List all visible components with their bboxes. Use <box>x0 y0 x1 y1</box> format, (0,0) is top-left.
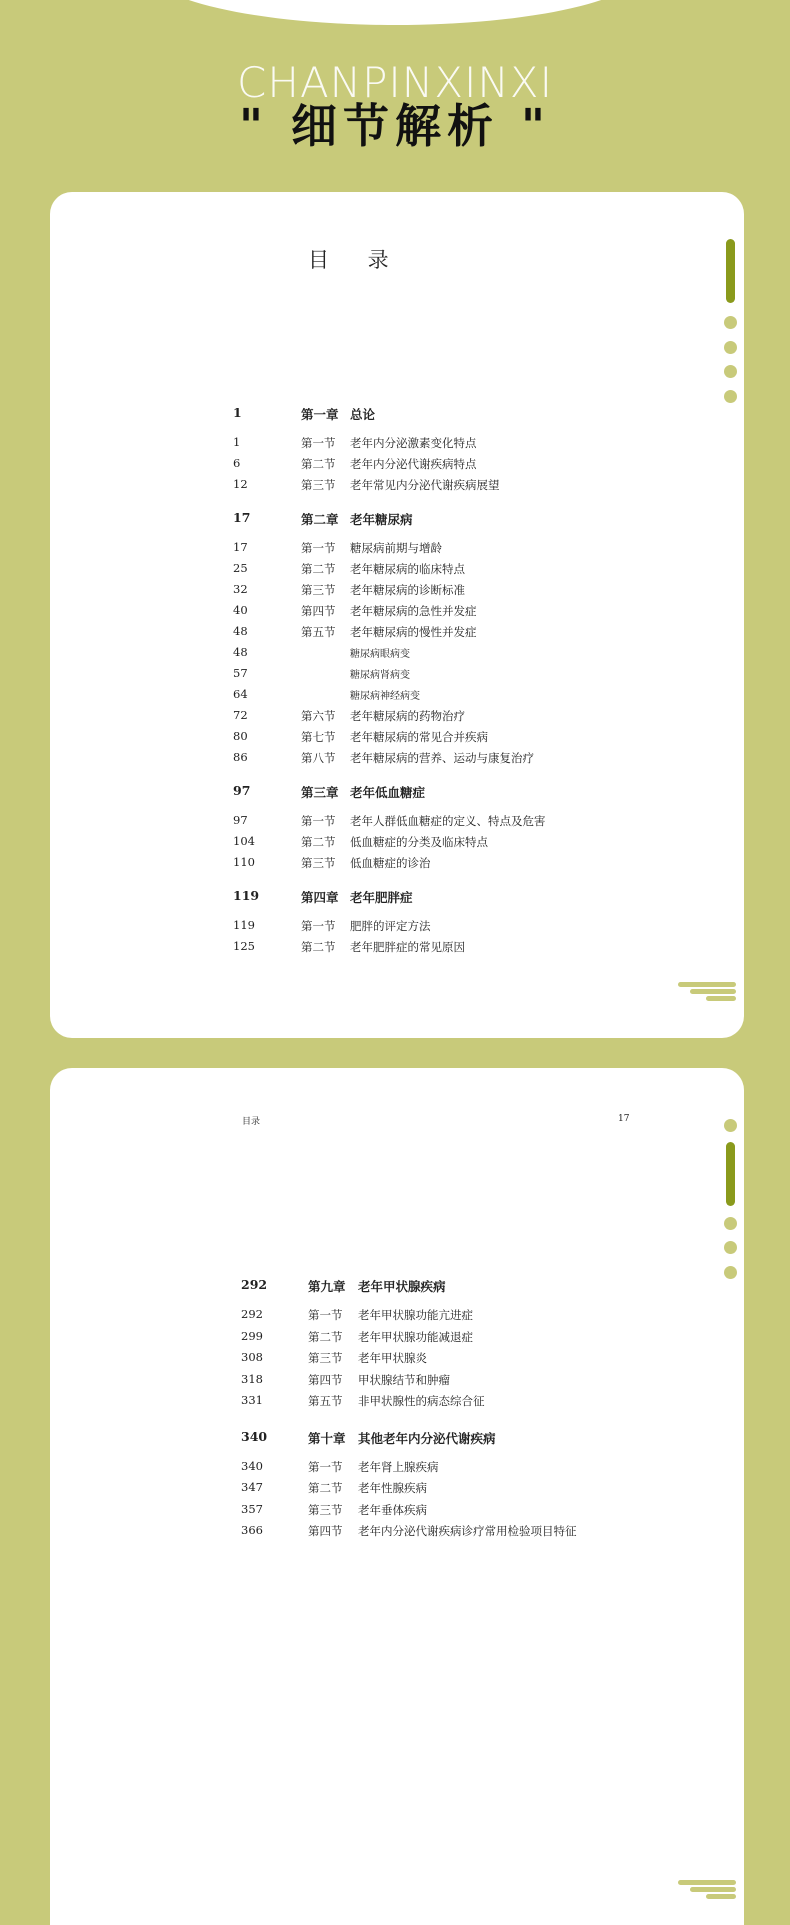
toc-page-number: 97 <box>233 813 248 827</box>
toc-section-label: 第五节 <box>301 625 336 639</box>
toc-section-label: 第二节 <box>301 940 336 954</box>
toc-section-label: 第一节 <box>301 436 336 450</box>
toc-entry-title: 老年内分泌代谢疾病特点 <box>350 457 477 471</box>
toc-section-label: 第四节 <box>308 1372 343 1387</box>
hero-chinese-title: " 细节解析 " <box>239 99 551 153</box>
toc-entry-title: 低血糖症的分类及临床特点 <box>350 835 488 849</box>
toc-section-label: 第七节 <box>301 730 336 744</box>
toc-section-label: 第二节 <box>308 1481 343 1495</box>
toc-section-label: 第三节 <box>301 478 336 492</box>
toc-entry-title: 老年糖尿病的药物治疗 <box>350 709 465 723</box>
toc-entry-title: 老年糖尿病 <box>350 512 413 527</box>
toc-section-label: 第一章 <box>301 407 339 422</box>
toc-page-number: 347 <box>241 1480 263 1494</box>
toc-entry-title: 糖尿病肾病变 <box>350 670 410 681</box>
toc-title: 目 录 <box>308 248 405 272</box>
toc-page-number: 17 <box>233 510 251 525</box>
page-header-page-number: 17 <box>618 1114 630 1124</box>
page-dot[interactable] <box>724 1119 737 1132</box>
toc-section-label: 第三节 <box>301 856 336 870</box>
toc-section-label: 第二节 <box>308 1329 343 1344</box>
toc-section-label: 第五节 <box>308 1394 343 1408</box>
toc-section-label: 第二节 <box>301 457 336 471</box>
top-arc-decoration <box>145 0 645 25</box>
toc-page-number: 104 <box>233 834 255 848</box>
toc-page-number: 125 <box>233 939 255 953</box>
toc-section-label: 第四章 <box>301 890 339 905</box>
scroll-indicator-active[interactable] <box>726 1142 735 1206</box>
toc-entry-title: 非甲状腺性的病态综合征 <box>358 1394 485 1408</box>
toc-page-number: 1 <box>233 435 241 449</box>
toc-page-number: 331 <box>241 1393 263 1407</box>
toc-entry-title: 老年糖尿病的慢性并发症 <box>350 625 477 639</box>
page-dot[interactable] <box>724 316 737 329</box>
toc-page-number: 72 <box>233 708 248 722</box>
toc-entry-title: 甲状腺结节和肿瘤 <box>358 1372 450 1387</box>
toc-page-number: 32 <box>233 582 248 596</box>
toc-entry-title: 老年低血糖症 <box>350 785 426 800</box>
toc-section-label: 第三节 <box>308 1351 343 1365</box>
toc-section-label: 第二节 <box>301 835 336 849</box>
toc-page-card-2 <box>50 1068 744 1925</box>
toc-page-number: 340 <box>241 1458 263 1473</box>
scroll-indicator-active[interactable] <box>726 239 735 303</box>
hero-english-title: CHANPINXINXI <box>237 58 553 107</box>
toc-section-label: 第二节 <box>301 562 336 576</box>
toc-section-label: 第一节 <box>301 541 336 555</box>
toc-page-number: 80 <box>233 729 248 743</box>
toc-section-label: 第四节 <box>308 1524 343 1538</box>
toc-page-number: 119 <box>233 888 260 903</box>
toc-page-number: 57 <box>233 666 248 680</box>
toc-entry-title: 老年肾上腺疾病 <box>358 1459 439 1474</box>
toc-entry-title: 老年内分泌代谢疾病诊疗常用检验项目特征 <box>358 1524 577 1538</box>
page-header-left: 目录 <box>242 1117 261 1127</box>
page-dot[interactable] <box>724 341 737 354</box>
toc-section-label: 第一节 <box>308 1308 343 1322</box>
toc-entry-title: 老年肥胖症的常见原因 <box>350 940 465 954</box>
toc-entry-title: 老年人群低血糖症的定义、特点及危害 <box>350 814 546 828</box>
toc-entry-title: 老年性腺疾病 <box>358 1481 427 1495</box>
page-dot[interactable] <box>724 1266 737 1279</box>
toc-entry-title: 老年甲状腺炎 <box>358 1351 427 1365</box>
toc-entry-title: 老年甲状腺功能减退症 <box>358 1329 473 1344</box>
toc-page-number: 86 <box>233 750 248 764</box>
toc-section-label: 第九章 <box>308 1279 346 1294</box>
page-dot[interactable] <box>724 1217 737 1230</box>
toc-section-label: 第八节 <box>301 751 336 765</box>
toc-entry-title: 糖尿病前期与增龄 <box>350 541 442 555</box>
toc-entry-title: 老年糖尿病的诊断标准 <box>350 583 465 597</box>
toc-page-number: 48 <box>233 624 248 638</box>
toc-entry-title: 糖尿病神经病变 <box>350 691 420 702</box>
toc-section-label: 第一节 <box>301 919 336 933</box>
toc-page-number: 6 <box>233 456 241 470</box>
toc-section-label: 第三节 <box>301 583 336 597</box>
toc-page-number: 299 <box>241 1328 263 1343</box>
toc-entry-title: 老年垂体疾病 <box>358 1502 427 1517</box>
toc-page-number: 25 <box>233 561 248 575</box>
toc-entry-title: 其他老年内分泌代谢疾病 <box>358 1430 496 1446</box>
toc-section-label: 第六节 <box>301 709 336 723</box>
toc-page-number: 119 <box>233 918 255 932</box>
toc-page-card-1 <box>50 192 744 1038</box>
toc-page-number: 48 <box>233 645 248 659</box>
page-dot[interactable] <box>724 1241 737 1254</box>
toc-entry-title: 老年糖尿病的常见合并疾病 <box>350 730 488 744</box>
toc-entry-title: 老年糖尿病的急性并发症 <box>350 604 477 618</box>
toc-section-label: 第一节 <box>308 1459 343 1474</box>
toc-section-label: 第三节 <box>308 1502 343 1517</box>
page-dot[interactable] <box>724 365 737 378</box>
toc-entry-title: 老年内分泌激素变化特点 <box>350 436 477 450</box>
toc-page-number: 12 <box>233 477 248 491</box>
toc-section-label: 第四节 <box>301 604 336 618</box>
toc-page-number: 308 <box>241 1350 263 1364</box>
toc-page-number: 1 <box>233 405 242 420</box>
toc-entry-title: 老年甲状腺疾病 <box>358 1279 446 1294</box>
toc-entry-title: 总论 <box>350 407 376 422</box>
toc-entry-title: 肥胖的评定方法 <box>350 919 431 933</box>
toc-page-number: 366 <box>241 1523 263 1537</box>
toc-entry-title: 老年肥胖症 <box>350 890 413 905</box>
toc-entry-title: 低血糖症的诊治 <box>350 856 431 870</box>
toc-page-number: 110 <box>233 855 255 869</box>
toc-page-number: 64 <box>233 687 248 701</box>
toc-page-number: 292 <box>241 1307 263 1321</box>
page-dot[interactable] <box>724 390 737 403</box>
toc-page-number: 17 <box>233 540 248 554</box>
toc-page-number: 340 <box>241 1428 268 1444</box>
toc-entry-title: 老年甲状腺功能亢进症 <box>358 1308 473 1322</box>
toc-page-number: 318 <box>241 1371 263 1386</box>
toc-page-number: 97 <box>233 783 251 798</box>
toc-entry-title: 老年糖尿病的临床特点 <box>350 562 465 576</box>
toc-page-number: 357 <box>241 1501 263 1516</box>
toc-page-number: 292 <box>241 1277 268 1292</box>
toc-section-label: 第二章 <box>301 512 339 527</box>
toc-entry-title: 老年常见内分泌代谢疾病展望 <box>350 478 500 492</box>
toc-entry-title: 老年糖尿病的营养、运动与康复治疗 <box>350 751 534 765</box>
toc-section-label: 第十章 <box>308 1430 346 1446</box>
toc-section-label: 第三章 <box>301 785 339 800</box>
toc-entry-title: 糖尿病眼病变 <box>350 649 410 660</box>
toc-section-label: 第一节 <box>301 814 336 828</box>
toc-page-number: 40 <box>233 603 248 617</box>
